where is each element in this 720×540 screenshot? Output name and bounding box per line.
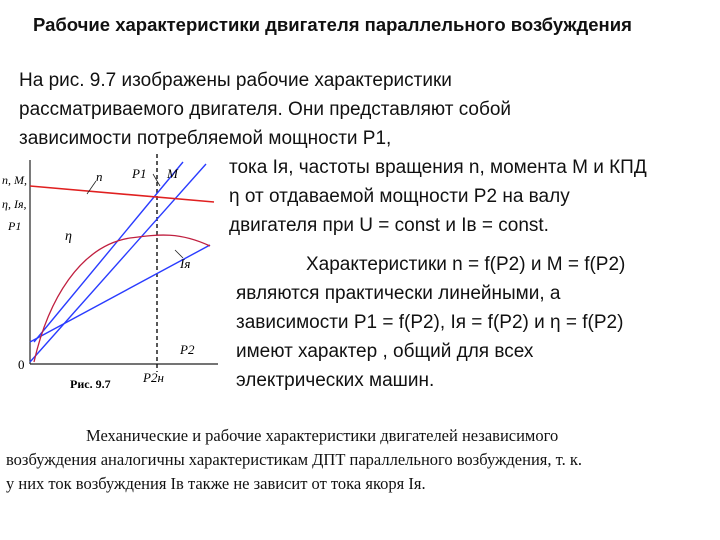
figure-caption: Рис. 9.7: [70, 377, 111, 391]
n-label: n: [96, 169, 103, 184]
m-label: M: [167, 166, 178, 181]
right-paragraph: [229, 153, 647, 240]
linearity-line: зависимости Р1 = f(P2), Iя = f(P2) и η = f(P2): [236, 312, 624, 333]
p1-label: P1: [132, 166, 147, 181]
page-title: Рабочие характеристики двигателя параллельного возбуждения: [33, 14, 632, 35]
bottom-line: возбуждения аналогичны характеристикам ДПТ параллельного возбуждения, т. к.: [6, 450, 582, 469]
bottom-line: Механические и рабочие характеристики двигателей независимого: [86, 426, 559, 445]
right-line: η от отдаваемой мощности Р2 на валу: [229, 186, 570, 207]
y-label-line-1: n, M,: [2, 173, 27, 187]
characteristics-diagram: [0, 150, 230, 395]
linearity-line: имеют характер , общий для всех: [236, 341, 534, 362]
linearity-line: электрических машин.: [236, 370, 435, 391]
bottom-line: у них ток возбуждения Iв также не зависит от тока якоря Iя.: [6, 474, 426, 493]
eta-label: η: [65, 229, 72, 244]
p2-axis-label: P2: [180, 342, 195, 357]
linearity-paragraph: [236, 250, 625, 395]
intro-line: рассматриваемого двигателя. Они представляют собой: [19, 99, 512, 120]
ia-label: Iя: [180, 256, 191, 271]
right-line: двигателя при U = const и Iв = const.: [229, 215, 549, 236]
y-label-line-2: η, Iя,: [2, 197, 27, 211]
p2n-label: P2н: [143, 370, 164, 385]
intro-paragraph: [19, 66, 511, 153]
y-label-line-3: P1: [8, 219, 22, 233]
linearity-line: Характеристики n = f(P2) и M = f(P2): [306, 254, 626, 275]
right-line: тока Iя, частоты вращения n, момента М и КПД: [229, 157, 647, 178]
intro-line: На рис. 9.7 изображены рабочие характеристики: [19, 70, 452, 91]
bottom-paragraph: [6, 424, 714, 496]
n-curve: [30, 186, 214, 202]
figure-9-7: [0, 150, 230, 395]
origin-label: 0: [18, 357, 25, 372]
linearity-line: являются практически линейными, а: [236, 283, 561, 304]
intro-line: зависимости потребляемой мощности Р1,: [19, 128, 392, 149]
